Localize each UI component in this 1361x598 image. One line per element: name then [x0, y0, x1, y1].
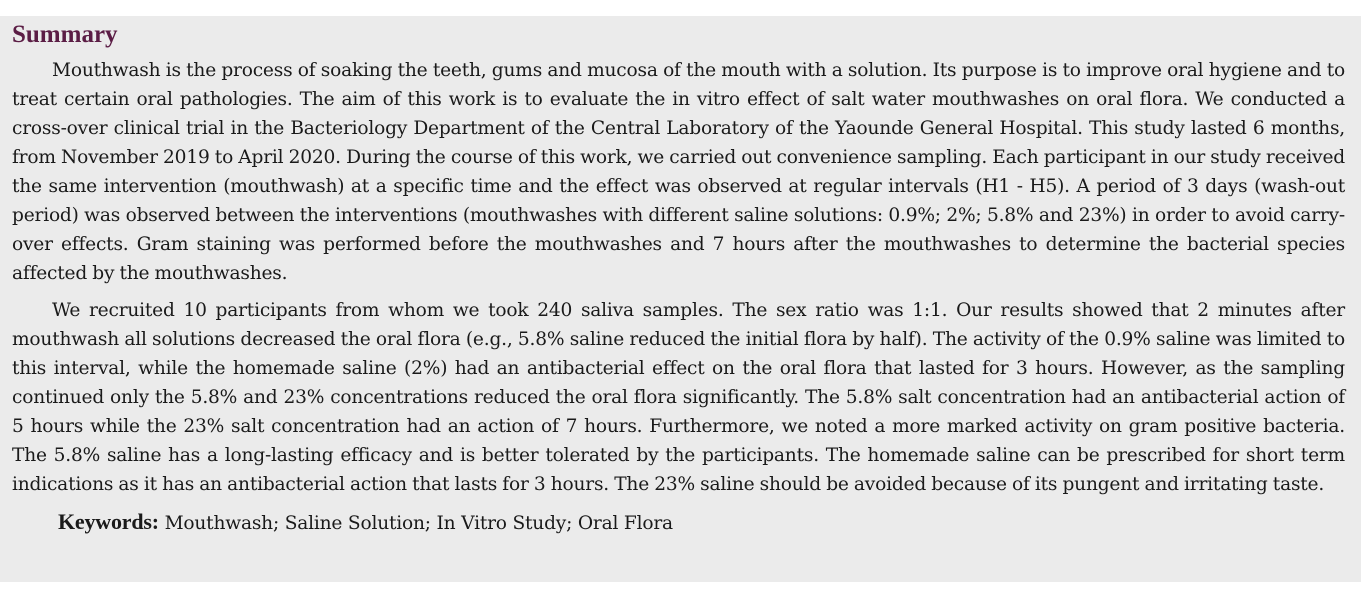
keywords-text: Mouthwash; Saline Solution; In Vitro Study; Oral Flora [158, 513, 673, 534]
summary-paragraph-1: Mouthwash is the process of soaking the teeth, gums and mucosa of the mouth with a solution. Its purpose is to improve oral hygiene and to treat certain oral pathologies. The aim of this work is to evaluate the in vitro effect of salt water mouthwashes on oral flora. We conducted a cross-over clinical trial in the Bacteriology Department of the Central Laboratory of the Yaounde General Hospital. This study lasted 6 months, from November 2019 to April 2020. During the course of this work, we carried out convenience sampling. Each participant in our study received the same intervention (mouthwash) at a specific time and the effect was observed at regular intervals (H1 - H5). A period of 3 days (wash-out period) was observed between the interventions (mouthwashes with different saline solutions: 0.9%; 2%; 5.8% and 23%) in order to avoid carry-over effects. Gram staining was performed before the mouthwashes and 7 hours after the mouthwashes to determine the bacterial species affected by the mouthwashes. [12, 60, 1345, 284]
keywords-label: Keywords: [58, 509, 159, 534]
summary-section [0, 16, 1361, 582]
summary-paragraph-2: We recruited 10 participants from whom we took 240 saliva samples. The sex ratio was 1:1. Our results showed that 2 minutes after mouthwash all solutions decreased the oral flora (e.g., 5.8% saline reduced the initial flora by half). The activity of the 0.9% saline was limited to this interval, while the homemade saline (2%) had an antibacterial effect on the oral flora that lasted for 3 hours. However, as the sampling continued only the 5.8% and 23% concentrations reduced the oral flora significantly. The 5.8% salt concentration had an antibacterial action of 5 hours while the 23% salt concentration had an action of 7 hours. Furthermore, we noted a more marked activity on gram positive bacteria. The 5.8% saline has a long-lasting efficacy and is better tolerated by the participants. The homemade saline can be prescribed for short term indications as it has an antibacterial action that lasts for 3 hours. The 23% saline should be avoided because of its pungent and irritating taste. [12, 300, 1345, 495]
summary-heading: Summary [12, 21, 118, 48]
keywords-line [58, 507, 1345, 538]
